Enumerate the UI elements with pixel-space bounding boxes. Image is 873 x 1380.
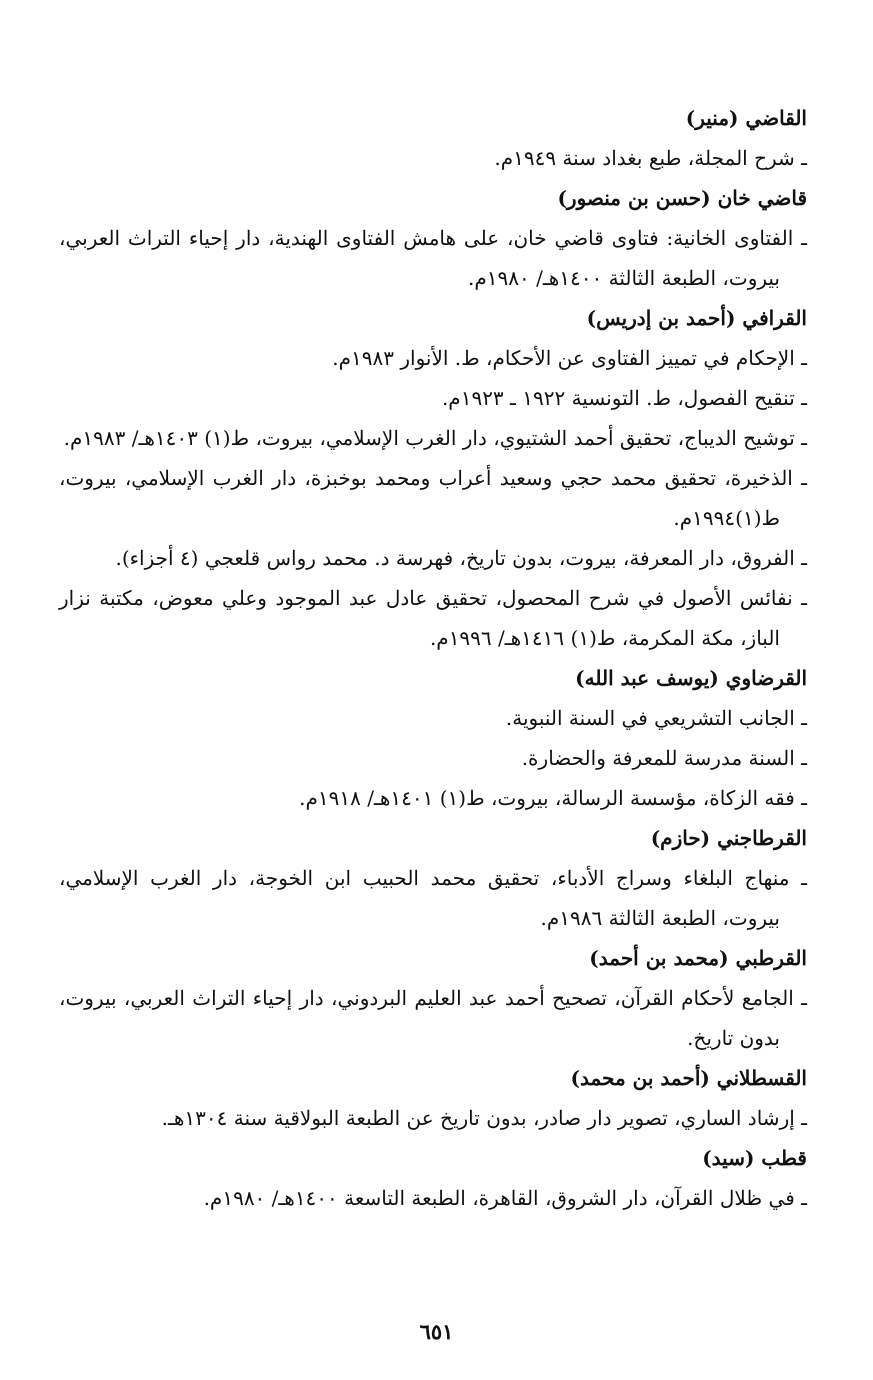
bibliography-page (59, 98, 807, 1218)
work-item: ـ إرشاد الساري، تصوير دار صادر، بدون تاريخ عن الطبعة البولاقية سنة ١٣٠٤هـ. (161, 1106, 807, 1130)
author-heading: قطب (سيد) (702, 1146, 807, 1170)
page-number: ٦٥١ (419, 1319, 454, 1344)
author-entry (59, 1058, 807, 1138)
work-item: ـ الإحكام في تمييز الفتاوى عن الأحكام، ط. الأنوار ١٩٨٣م. (332, 346, 807, 370)
author-heading: القرطبي (محمد بن أحمد) (589, 946, 807, 970)
author-entry (59, 1138, 807, 1218)
author-heading: القرضاوي (يوسف عبد الله) (575, 666, 807, 690)
author-entry (59, 298, 807, 658)
author-heading: القرطاجني (حازم) (650, 826, 807, 850)
author-heading: القاضي (منير) (685, 106, 807, 130)
work-item: ـ فقه الزكاة، مؤسسة الرسالة، بيروت، ط(١) ١٤٠١هـ/ ١٩١٨م. (299, 786, 807, 810)
author-heading: القسطلاني (أحمد بن محمد) (570, 1066, 807, 1090)
work-item: ـ الجامع لأحكام القرآن، تصحيح أحمد عبد العليم البردوني، دار إحياء التراث العربي، بيروت، بدون تاريخ. (59, 986, 807, 1050)
author-entry (59, 818, 807, 938)
work-item: ـ السنة مدرسة للمعرفة والحضارة. (521, 746, 807, 770)
work-item: ـ تنقيح الفصول، ط. التونسية ١٩٢٢ ـ ١٩٢٣م. (441, 386, 807, 410)
work-item: ـ الذخيرة، تحقيق محمد حجي وسعيد أعراب ومحمد بوخبزة، دار الغرب الإسلامي، بيروت، ط(١)١٩٩٤م. (59, 466, 807, 530)
author-entry (59, 178, 807, 298)
author-entry (59, 938, 807, 1058)
work-item: ـ الجانب التشريعي في السنة النبوية. (505, 706, 807, 730)
work-item: ـ شرح المجلة، طبع بغداد سنة ١٩٤٩م. (494, 146, 807, 170)
work-item: ـ توشيح الديباج، تحقيق أحمد الشتيوي، دار الغرب الإسلامي، بيروت، ط(١) ١٤٠٣هـ/ ١٩٨٣م. (63, 426, 807, 450)
work-item: ـ في ظلال القرآن، دار الشروق، القاهرة، الطبعة التاسعة ١٤٠٠هـ/ ١٩٨٠م. (203, 1186, 807, 1210)
author-entry (59, 98, 807, 178)
work-item: ـ منهاج البلغاء وسراج الأدباء، تحقيق محمد الحبيب ابن الخوجة، دار الغرب الإسلامي، بيروت، الطبعة الثالثة ١٩٨٦م. (59, 866, 807, 930)
work-item: ـ الفروق، دار المعرفة، بيروت، بدون تاريخ، فهرسة د. محمد رواس قلعجي (٤ أجزاء). (115, 546, 807, 570)
author-entry (59, 658, 807, 818)
work-item: ـ الفتاوى الخانية: فتاوى قاضي خان، على هامش الفتاوى الهندية، دار إحياء التراث العربي، بيروت، الطبعة الثالثة ١٤٠٠هـ/ ١٩٨٠م. (59, 226, 807, 290)
work-item: ـ نفائس الأصول في شرح المحصول، تحقيق عادل عبد الموجود وعلي معوض، مكتبة نزار الباز، مكة المكرمة، ط(١) ١٤١٦هـ/ ١٩٩٦م. (59, 586, 807, 650)
author-heading: قاضي خان (حسن بن منصور) (557, 186, 807, 210)
author-heading: القرافي (أحمد بن إدريس) (586, 306, 807, 330)
